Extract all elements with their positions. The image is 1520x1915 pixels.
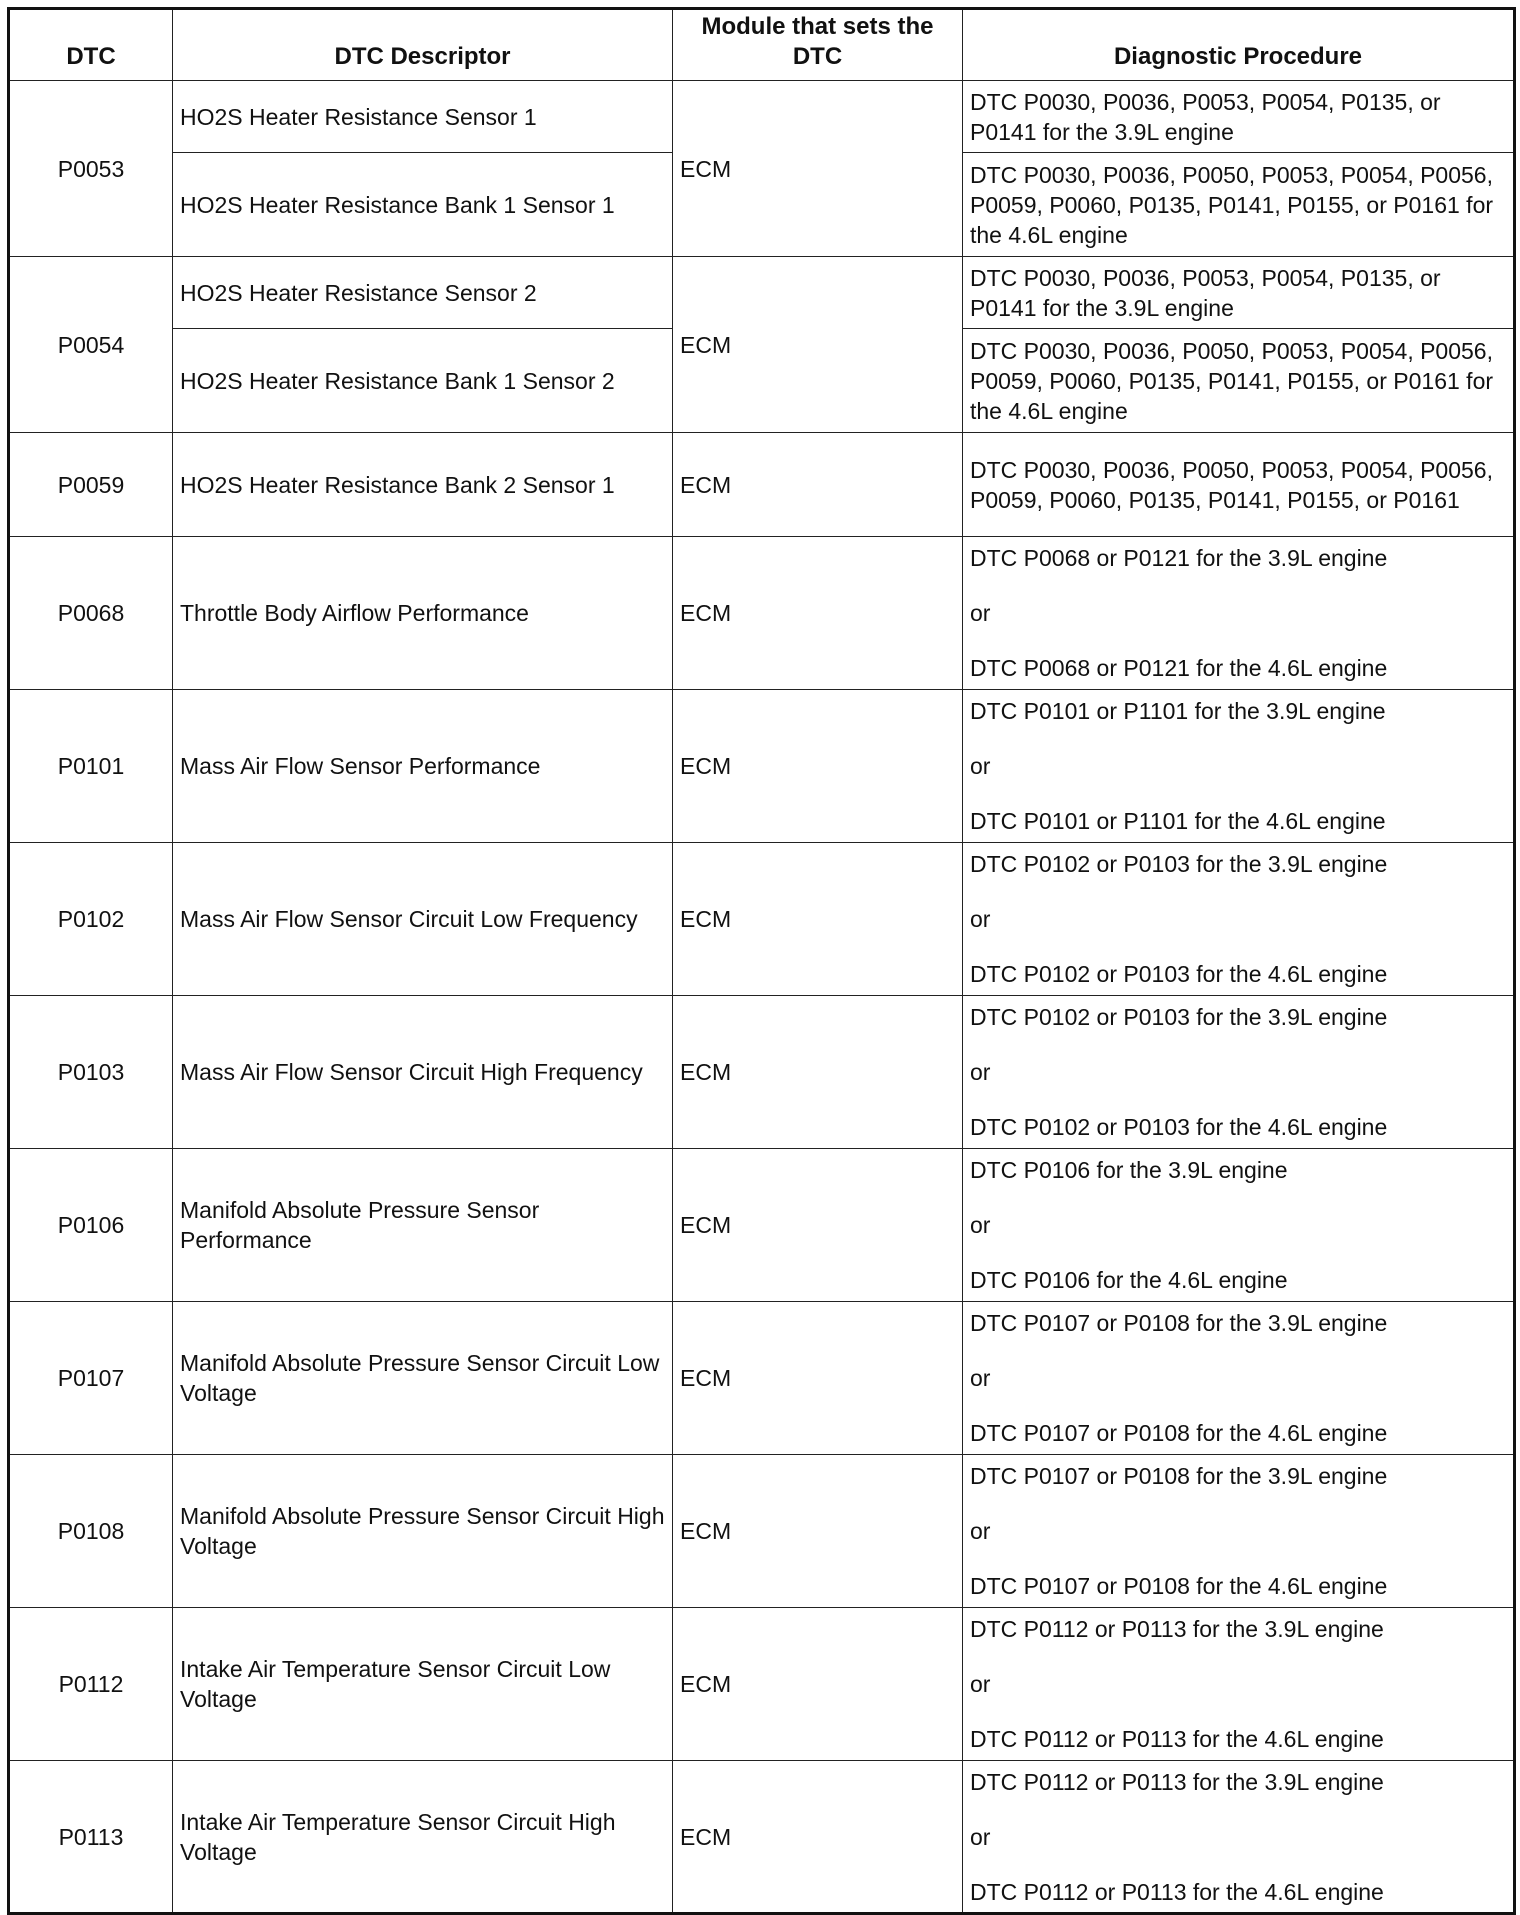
dtc-descriptor: Mass Air Flow Sensor Performance [173,690,673,843]
procedure-or: or [970,1518,991,1544]
table-row [9,1608,1515,1761]
dtc-code: P0103 [9,996,173,1149]
module: ECM [673,1149,963,1302]
procedure-line: DTC P0112 or P0113 for the 4.6L engine [970,1726,1384,1752]
procedure-line: DTC P0102 or P0103 for the 3.9L engine [970,851,1388,877]
diagnostic-procedure [963,537,1515,690]
dtc-descriptor: HO2S Heater Resistance Bank 2 Sensor 1 [173,433,673,537]
module: ECM [673,1608,963,1761]
dtc-descriptor: Manifold Absolute Pressure Sensor Circuit High Voltage [173,1455,673,1608]
dtc-code: P0054 [9,257,173,433]
table-row [9,843,1515,996]
header-row [9,9,1515,81]
module: ECM [673,257,963,433]
diagnostic-procedure: DTC P0030, P0036, P0053, P0054, P0135, or P0141 for the 3.9L engine [963,257,1515,329]
dtc-code: P0102 [9,843,173,996]
dtc-descriptor: Manifold Absolute Pressure Sensor Performance [173,1149,673,1302]
module: ECM [673,996,963,1149]
dtc-descriptor: HO2S Heater Resistance Bank 1 Sensor 2 [173,329,673,433]
procedure-or: or [970,1059,991,1085]
table-row [9,1761,1515,1914]
diagnostic-procedure [963,690,1515,843]
diagnostic-procedure: DTC P0030, P0036, P0053, P0054, P0135, or P0141 for the 3.9L engine [963,81,1515,153]
procedure-or: or [970,753,991,779]
dtc-code: P0106 [9,1149,173,1302]
header-dtc: DTC [9,9,173,81]
dtc-descriptor: Intake Air Temperature Sensor Circuit Low Voltage [173,1608,673,1761]
diagnostic-procedure: DTC P0030, P0036, P0050, P0053, P0054, P0056, P0059, P0060, P0135, P0141, P0155, or P0161 for the 4.6L engine [963,153,1515,257]
diagnostic-procedure [963,1761,1515,1914]
header-procedure: Diagnostic Procedure [963,9,1515,81]
procedure-or: or [970,1823,991,1850]
table-row [9,433,1515,537]
dtc-code: P0068 [9,537,173,690]
procedure-line: DTC P0102 or P0103 for the 3.9L engine [970,1004,1388,1030]
procedure-line: DTC P0107 or P0108 for the 4.6L engine [970,1573,1388,1599]
dtc-descriptor: Mass Air Flow Sensor Circuit Low Frequency [173,843,673,996]
procedure-line: DTC P0112 or P0113 for the 4.6L engine [970,1878,1384,1905]
dtc-descriptor: HO2S Heater Resistance Bank 1 Sensor 1 [173,153,673,257]
dtc-table [7,7,1516,1915]
table-row [9,1302,1515,1455]
procedure-or: or [970,1212,991,1238]
table-row [9,1149,1515,1302]
procedure-or: or [970,906,991,932]
procedure-or: or [970,1365,991,1391]
procedure-line: DTC P0112 or P0113 for the 3.9L engine [970,1768,1384,1795]
module: ECM [673,843,963,996]
procedure-line: DTC P0112 or P0113 for the 3.9L engine [970,1616,1384,1642]
procedure-or: or [970,1671,991,1697]
procedure-line: DTC P0101 or P1101 for the 4.6L engine [970,808,1386,834]
module: ECM [673,1455,963,1608]
procedure-line: DTC P0107 or P0108 for the 3.9L engine [970,1463,1388,1489]
dtc-code: P0108 [9,1455,173,1608]
diagnostic-procedure [963,1455,1515,1608]
dtc-descriptor: HO2S Heater Resistance Sensor 1 [173,81,673,153]
diagnostic-procedure: DTC P0030, P0036, P0050, P0053, P0054, P0056, P0059, P0060, P0135, P0141, P0155, or P0161 for the 4.6L engine [963,329,1515,433]
dtc-descriptor: Throttle Body Airflow Performance [173,537,673,690]
procedure-line: DTC P0068 or P0121 for the 4.6L engine [970,655,1388,681]
procedure-line: DTC P0106 for the 3.9L engine [970,1157,1288,1183]
diagnostic-procedure [963,1608,1515,1761]
dtc-descriptor: HO2S Heater Resistance Sensor 2 [173,257,673,329]
module: ECM [673,690,963,843]
module: ECM [673,1761,963,1914]
procedure-or: or [970,600,991,626]
procedure-line: DTC P0068 or P0121 for the 3.9L engine [970,545,1388,571]
module: ECM [673,537,963,690]
dtc-code: P0107 [9,1302,173,1455]
diagnostic-procedure [963,843,1515,996]
header-module: Module that sets the DTC [673,9,963,81]
table-row [9,81,1515,153]
procedure-line: DTC P0107 or P0108 for the 3.9L engine [970,1310,1388,1336]
procedure-line: DTC P0102 or P0103 for the 4.6L engine [970,1114,1388,1140]
diagnostic-procedure [963,1149,1515,1302]
table-row [9,257,1515,329]
diagnostic-procedure [963,1302,1515,1455]
dtc-descriptor: Mass Air Flow Sensor Circuit High Frequency [173,996,673,1149]
table-row [9,537,1515,690]
diagnostic-procedure [963,996,1515,1149]
module: ECM [673,433,963,537]
dtc-code: P0113 [9,1761,173,1914]
header-descriptor: DTC Descriptor [173,9,673,81]
dtc-code: P0101 [9,690,173,843]
table-row [9,1455,1515,1608]
table-row [9,690,1515,843]
dtc-code: P0112 [9,1608,173,1761]
module: ECM [673,1302,963,1455]
module: ECM [673,81,963,257]
procedure-line: DTC P0102 or P0103 for the 4.6L engine [970,961,1388,987]
procedure-line: DTC P0106 for the 4.6L engine [970,1267,1288,1293]
dtc-code: P0059 [9,433,173,537]
procedure-line: DTC P0101 or P1101 for the 3.9L engine [970,698,1386,724]
procedure-line: DTC P0107 or P0108 for the 4.6L engine [970,1420,1388,1446]
dtc-descriptor: Intake Air Temperature Sensor Circuit High Voltage [173,1761,673,1914]
dtc-code: P0053 [9,81,173,257]
table-row [9,996,1515,1149]
diagnostic-procedure: DTC P0030, P0036, P0050, P0053, P0054, P0056, P0059, P0060, P0135, P0141, P0155, or P0161 [963,433,1515,537]
dtc-descriptor: Manifold Absolute Pressure Sensor Circuit Low Voltage [173,1302,673,1455]
